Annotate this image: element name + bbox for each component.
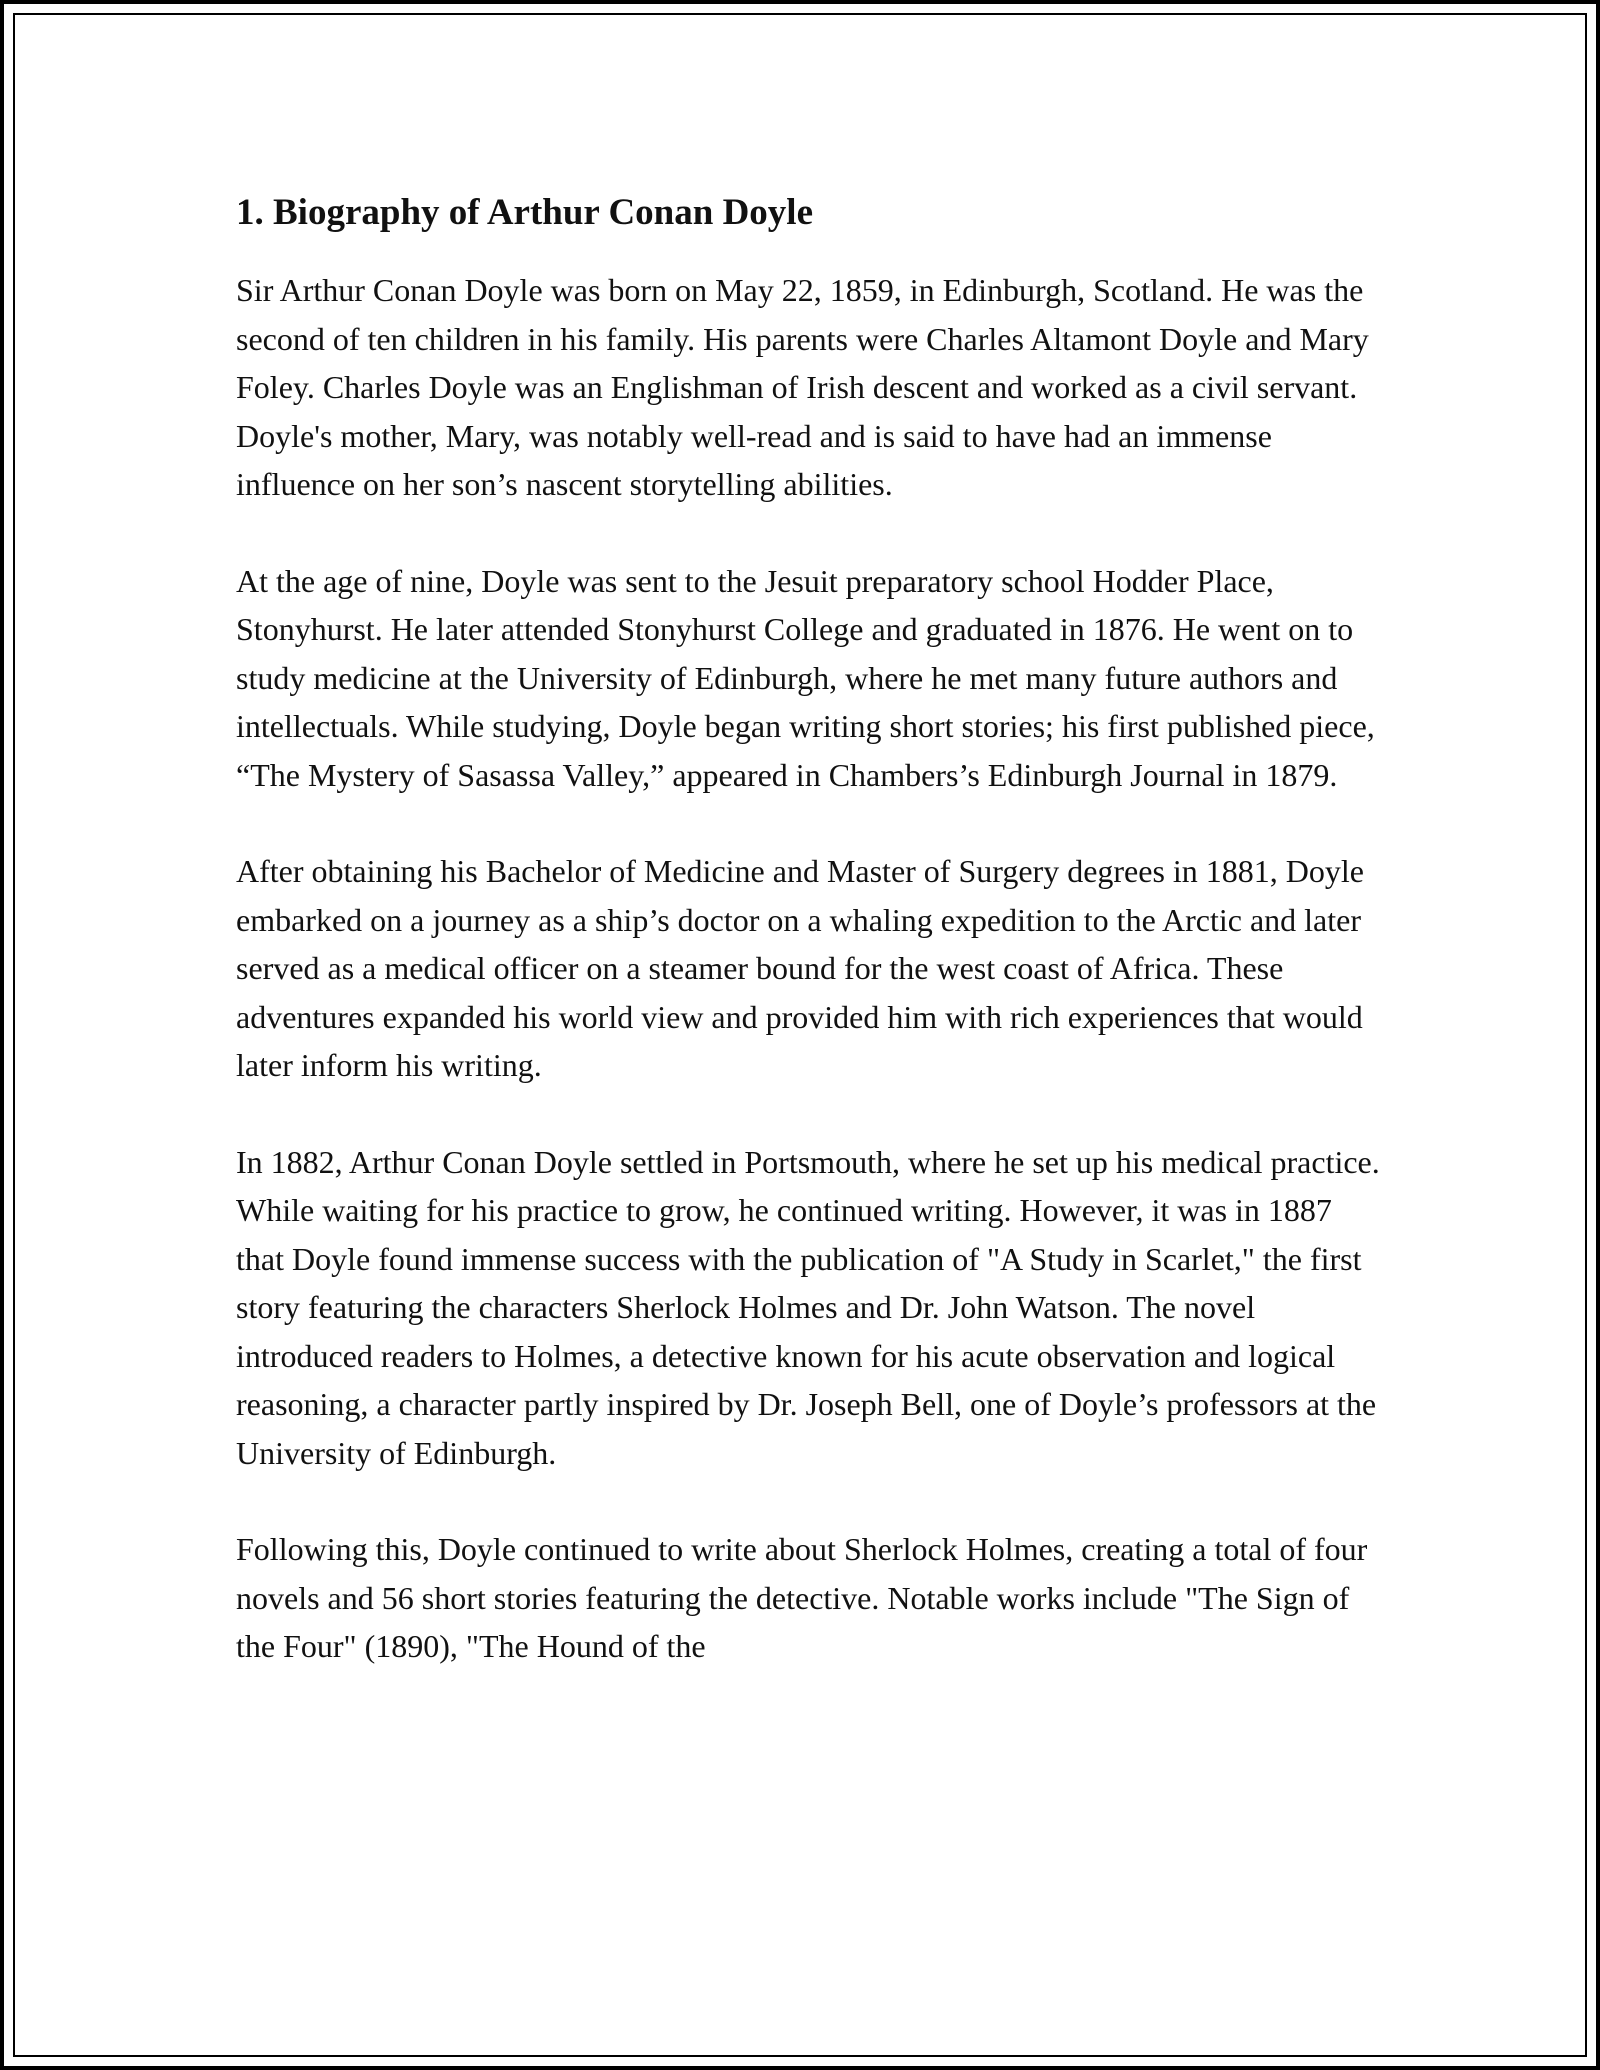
section-title: 1. Biography of Arthur Conan Doyle [236,192,813,233]
paragraph-portsmouth-and-holmes: In 1882, Arthur Conan Doyle settled in Portsmouth, where he set up his medical practice. While waiting for his practice to grow, he continued writing. However, it was in 1887 that Doyle found immense success with the publication of "A Study in Scarlet," the first story featuring the characters Sherlock Holmes and Dr. John Watson. The novel introduced readers to Holmes, a detective known for his acute observation and logical reasoning, a character partly inspired by Dr. Joseph Bell, one of Doyle’s professors at the University of Edinburgh. [236,1143,1380,1471]
paragraph-voyages: After obtaining his Bachelor of Medicine and Master of Surgery degrees in 1881, Doyle embarked on a journey as a ship’s doctor on a whaling expedition to the Arctic and later served as a medical officer on a steamer bound for the west coast of Africa. These adventures expanded his world view and provided him with rich experiences that would later inform his writing. [236,853,1364,1083]
document-body [236,186,1386,1719]
paragraph-birth-and-family: Sir Arthur Conan Doyle was born on May 22, 1859, in Edinburgh, Scotland. He was the second of ten children in his family. His parents were Charles Altamont Doyle and Mary Foley. Charles Doyle was an Englishman of Irish descent and worked as a civil servant. Doyle's mother, Mary, was notably well-read and is said to have had an immense influence on her son’s nascent storytelling abilities. [236,272,1369,502]
paragraph-education: At the age of nine, Doyle was sent to the Jesuit preparatory school Hodder Place, Stonyhurst. He later attended Stonyhurst College and graduated in 1876. He went on to study medicine at the University of Edinburgh, where he met many future authors and intellectuals. While studying, Doyle began writing short stories; his first published piece, “The Mystery of Sasassa Valley,” appeared in Chambers’s Edinburgh Journal in 1879. [236,562,1375,793]
paragraph-holmes-works: Following this, Doyle continued to write about Sherlock Holmes, creating a total of four novels and 56 short stories featuring the detective. Notable works include "The Sign of the Four" (1890), "The Hound of the [236,1531,1368,1664]
